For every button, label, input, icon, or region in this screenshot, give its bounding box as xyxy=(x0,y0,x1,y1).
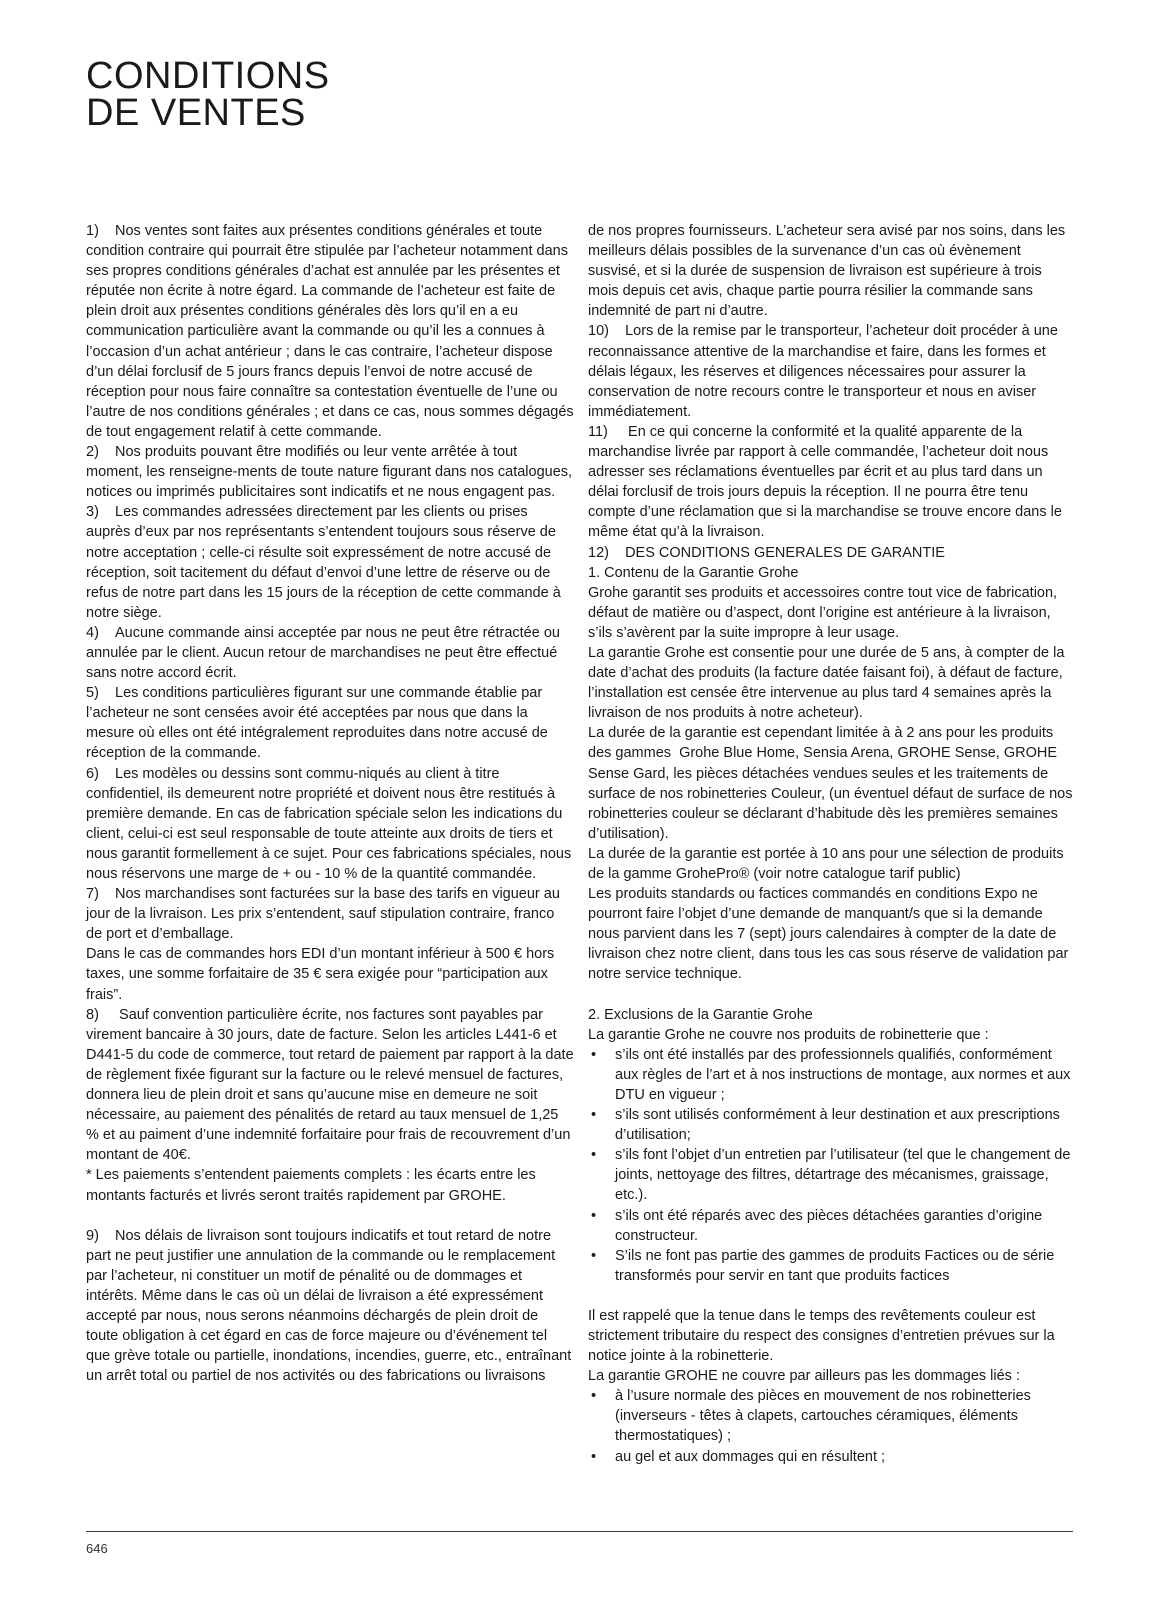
list-item: • s’ils ont été réparés avec des pièces détachées garanties d’origine constructeur. xyxy=(588,1206,1073,1246)
right-column xyxy=(588,221,1073,1467)
expo-products: Les produits standards ou factices commandés en conditions Expo ne pourront faire l’objet d’une demande de manquant/s que si la demande nous parvient dans les 7 (sept) jours calendaires à compter de la date de livraison chez notre client, dans tous les cas sous réserve de validation par notre service technique. xyxy=(588,886,1069,983)
warranty-extended: La durée de la garantie est portée à 10 ans pour une sélection de produits de la gamme GrohePro® (voir notre catalogue tarif public) xyxy=(588,845,1064,882)
warranty-limited: La durée de la garantie est cependant limitée à à 2 ans pour les produits des gammes Grohe Blue Home, Sensia Arena, GROHE Sense, GROHE Sense Gard, les pièces détachées vendues seules et les traitements de surface de nos robinetteries Couleur, (un éventuel défaut de surface de nos robinetteries couleur se déclarant d’habitude dès les premières semaines d’utilisation). xyxy=(588,725,1073,842)
title-line-2: DE VENTES xyxy=(86,92,306,134)
clause-10: 10) Lors de la remise par le transporteur, l’acheteur doit procéder à une reconnaissance attentive de la marchandise et faire, dans les formes et délais légaux, les réserves et diligences nécessaires pour assurer la conservation de notre recours contre le transporteur et nous en aviser immédiatement. xyxy=(588,323,1058,420)
damage-exclusions-intro: La garantie GROHE ne couvre par ailleurs pas les dommages liés : xyxy=(588,1368,1020,1385)
footer-divider xyxy=(86,1531,1073,1532)
clause-3: 3) Les commandes adressées directement par les clients ou prises auprès d’eux par nos représentants s’entendent toujours sous réserve de notre acceptation ; celle-ci résulte soit expressément de notre accusé de réception, soit tacitement du défaut d’envoi d’une lettre de réserve ou de refus de notre part dans les 15 jours de la réception de cette commande à notre siège. xyxy=(86,504,561,621)
damage-exclusions-list xyxy=(588,1386,1073,1466)
exclusions-intro: La garantie Grohe ne couvre nos produits de robinetterie que : xyxy=(588,1026,989,1043)
page-title xyxy=(86,55,330,134)
clause-1: 1) Nos ventes sont faites aux présentes conditions générales et toute condition contraire qui pourrait être stipulée par l’acheteur notamment dans ses propres conditions générales d’achat est annulée par les présentes et réputée non écrite à notre égard. La commande de l’acheteur est faite de plein droit aux présentes conditions générales dès lors qu’il en a eu communication particulière avant la commande ou qu’il les a connues à l’occasion d’un achat antérieur ; dans le cas contraire, l’acheteur dispose d’un délai forclusif de 5 jours francs depuis l’envoi de notre accusé de réception pour nous faire connaître sa contestation éventuelle de l’une ou l’autre de nos conditions générales ; et dans ce cas, nous sommes dégagés de tout engagement relatif à cette commande. xyxy=(86,223,574,440)
list-item: • au gel et aux dommages qui en résultent ; xyxy=(588,1447,1073,1467)
clause-7: 7) Nos marchandises sont facturées sur la base des tarifs en vigueur au jour de la livraison. Les prix s’entendent, sauf stipulation contraire, franco de port et d’emballage. xyxy=(86,886,560,943)
list-item: • s’ils sont utilisés conformément à leur destination et aux prescriptions d’utilisation; xyxy=(588,1105,1073,1145)
clause-6: 6) Les modèles ou dessins sont commu-niqués au client à titre confidentiel, ils demeurent notre propriété et doivent nous être restitués à première demande. En cas de fabrication spéciale selon les indications du client, celui-ci est seul responsable de toute atteinte aux droits de tiers et nous garantit formellement à ce sujet. Pour ces fabrications spéciales, nous nous réservons une marge de + ou - 10 % de la quantité commandée. xyxy=(86,765,572,882)
clause-8: 8) Sauf convention particulière écrite, nos factures sont payables par virement bancaire à 30 jours, date de facture. Selon les articles L441-6 et D441-5 du code de commerce, tout retard de paiement par rapport à la date de règlement fixée figurant sur la facture ou le relevé mensuel de factures, donnera lieu de plein droit et sans qu’aucune mise en demeure ne soit nécessaire, au paiement des pénalités de retard au taux mensuel de 1,25 % et au paiment d’une indemnité forfaitaire pour frais de recouvrement d’un montant de 40€. xyxy=(86,1006,574,1164)
clause-12-heading: 12) DES CONDITIONS GENERALES DE GARANTIE xyxy=(588,544,945,561)
warranty-scope: Grohe garantit ses produits et accessoires contre tout vice de fabrication, défaut de matière ou d’aspect, dont l’origine est antérieure à la livraison, s’ils s’avèrent par la suite impropre à leur usage. xyxy=(588,584,1058,641)
left-column xyxy=(86,221,574,1386)
clause-7-edi-note: Dans le cas de commandes hors EDI d’un montant inférieur à 500 € hors taxes, une somme forfaitaire de 35 € sera exigée pour “participation aux frais”. xyxy=(86,946,555,1003)
exclusions-heading: 2. Exclusions de la Garantie Grohe xyxy=(588,1006,813,1023)
warranty-content-heading: 1. Contenu de la Garantie Grohe xyxy=(588,564,799,581)
title-line-1: CONDITIONS xyxy=(86,55,330,97)
payment-note: * Les paiements s’entendent paiements complets : les écarts entre les montants facturés et livrés seront traités rapidement par GROHE. xyxy=(86,1167,536,1204)
clause-5: 5) Les conditions particulières figurant sur une commande établie par l’acheteur ne sont censées avoir été acceptées par nous que dans la mesure où elles ont été intégralement reproduites dans notre accusé de réception de la commande. xyxy=(86,685,548,762)
list-item: • S’ils ne font pas partie des gammes de produits Factices ou de série transformés pour servir en tant que produits factices xyxy=(588,1246,1073,1286)
exclusions-list xyxy=(588,1045,1073,1286)
warranty-duration: La garantie Grohe est consentie pour une durée de 5 ans, à compter de la date d’achat des produits (la facture datée faisant foi), à défaut de facture, l’installation est censée être intervenue au plus tard 4 semaines après la livraison de nos produits à notre acheteur). xyxy=(588,644,1065,722)
clause-2: 2) Nos produits pouvant être modifiés ou leur vente arrêtée à tout moment, les renseigne-ments de toute nature figurant dans nos catalogues, notices ou imprimés publicitaires sont indicatifs et ne nous engagent pas. xyxy=(86,444,573,501)
page-number: 646 xyxy=(86,1541,108,1556)
clause-11: 11) En ce qui concerne la conformité et la qualité apparente de la marchandise livrée par rapport à celle commandée, l’acheteur doit nous adresser ses réclamations éventuelles par écrit et au plus tard dans un délai forclusif de trois jours depuis la réception. Il ne pourra être tenu compte d’une réclamation que si la marchandise se trouve encore dans le même état qu’à la livraison. xyxy=(588,423,1062,541)
list-item: • s’ils ont été installés par des professionnels qualifiés, conformément aux règles de l’art et à nos instructions de montage, aux normes et aux DTU en vigueur ; xyxy=(588,1045,1073,1105)
clause-9-continued: de nos propres fournisseurs. L’acheteur sera avisé par nos soins, dans les meilleurs délais possibles de la survenance d’un cas où évènement susvisé, et si la durée de suspension de livraison est supérieure à trois mois depuis cet avis, chaque partie pourra résilier la commande sans indemnité de part ni d’autre. xyxy=(588,223,1066,320)
list-item: • s’ils font l’objet d’un entretien par l’utilisateur (tel que le changement de joints, nettoyage des filtres, détartrage des mécanismes, graissage, etc.). xyxy=(588,1145,1073,1205)
clause-4: 4) Aucune commande ainsi acceptée par nous ne peut être rétractée ou annulée par le client. Aucun retour de marchandises ne peut être effectué sans notre accord écrit. xyxy=(86,624,560,682)
clause-9: 9) Nos délais de livraison sont toujours indicatifs et tout retard de notre part ne peut justifier une annulation de la commande ou le remplacement par l’acheteur, ni constituer un motif de pénalité ou de dommages et intérêts. Même dans le cas où un délai de livraison a été expressément accepté par nous, nous serons néanmoins déchargés de plein droit de toute obligation à cet égard en cas de force majeure ou d’événement tel que grève totale ou partielle, inondations, incendies, guerre, etc., entraînant un arrêt total ou partiel de nos activités ou des fabrications ou livraisons xyxy=(86,1227,572,1385)
color-coating-note: Il est rappelé que la tenue dans le temps des revêtements couleur est strictement tributaire du respect des consignes d’entretien prévues sur la notice jointe à la robinetterie. xyxy=(588,1307,1055,1365)
list-item: • à l’usure normale des pièces en mouvement de nos robinetteries (inverseurs - têtes à clapets, cartouches céramiques, éléments thermostatiques) ; xyxy=(588,1386,1073,1446)
